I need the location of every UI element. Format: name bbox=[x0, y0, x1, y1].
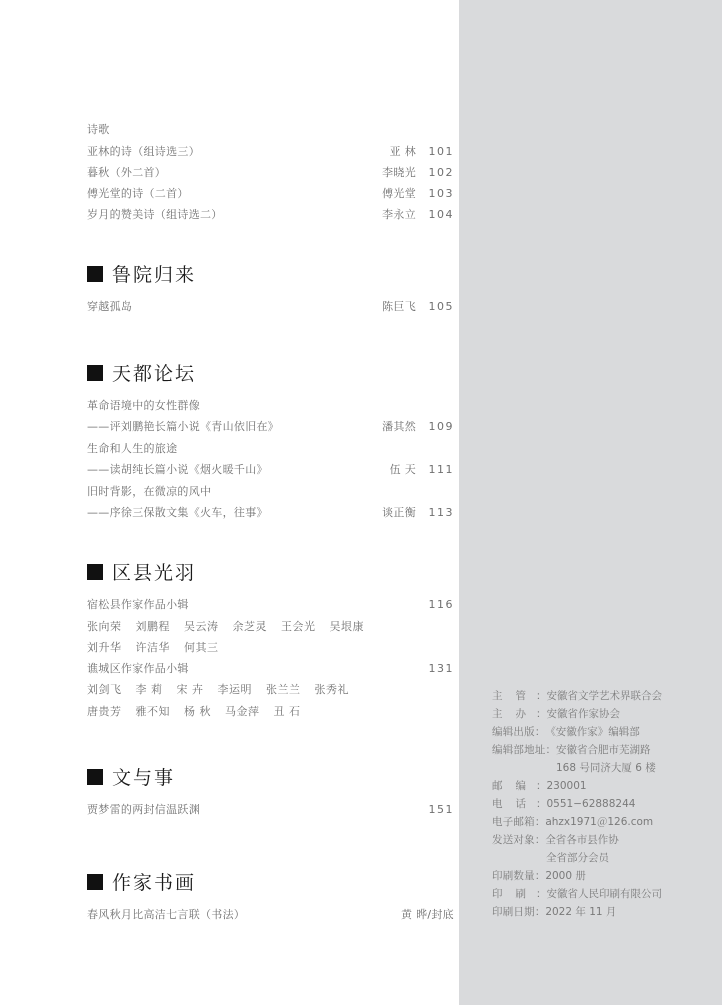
entry-author: 潘其然 bbox=[382, 420, 416, 433]
author-name: 张秀礼 bbox=[314, 683, 349, 696]
author-name: 何其三 bbox=[184, 641, 219, 654]
section-heading-poetry bbox=[87, 122, 454, 138]
entry-page: 105 bbox=[428, 300, 454, 313]
author-name: 王会光 bbox=[281, 620, 316, 633]
toc-entry[interactable] bbox=[87, 802, 454, 818]
author-name: 雅不知 bbox=[135, 705, 170, 718]
author-name: 张向荣 bbox=[87, 620, 122, 633]
entry-page: 101 bbox=[428, 145, 454, 158]
author-name: 马金萍 bbox=[225, 705, 260, 718]
colophon-value: 全省各市县作协 bbox=[545, 834, 619, 846]
toc-entry[interactable] bbox=[87, 144, 454, 160]
colophon-key: 邮编 bbox=[492, 780, 539, 792]
entry-title: 生命和人生的旅途 bbox=[87, 442, 178, 455]
author-name: 李 莉 bbox=[135, 683, 163, 696]
colophon-value: ahzx1971＠126.com bbox=[545, 816, 654, 828]
toc-entry[interactable] bbox=[87, 186, 454, 202]
entry-title: 旧时背影，在微凉的风中 bbox=[87, 485, 212, 498]
author-name: 张兰兰 bbox=[266, 683, 301, 696]
toc-entry-title[interactable] bbox=[87, 441, 454, 457]
colophon-value: 安徽省作家协会 bbox=[546, 708, 620, 720]
square-bullet-icon bbox=[87, 365, 103, 381]
colophon-row: 编辑部地址：安徽省合肥市芜湖路 bbox=[492, 744, 651, 756]
toc-entry[interactable] bbox=[87, 419, 454, 435]
entry-page: 104 bbox=[428, 208, 454, 221]
colophon-row bbox=[556, 760, 722, 776]
colophon-row: 电子邮箱：ahzx1971＠126.com bbox=[492, 816, 654, 828]
entry-title: 岁月的赞美诗（组诗选二） bbox=[87, 208, 223, 221]
colophon-key: 印刷数量 bbox=[492, 870, 535, 882]
colophon-value: 2000 册 bbox=[545, 870, 586, 882]
author-name: 李运明 bbox=[217, 683, 252, 696]
entry-author-page: 黄 晔/封底 bbox=[400, 908, 454, 921]
section-title-quxian bbox=[87, 561, 196, 585]
author-name: 刘升华 bbox=[87, 641, 122, 654]
entry-page: 116 bbox=[428, 598, 454, 611]
entry-title: 谯城区作家作品小辑 bbox=[87, 662, 189, 675]
section-title-text: 作家书画 bbox=[112, 872, 197, 894]
colophon-value: 2022 年 11 月 bbox=[545, 906, 617, 918]
section-title-text: 天都论坛 bbox=[112, 363, 197, 385]
colophon-row: 主办：安徽省作家协会 bbox=[492, 708, 620, 720]
entry-author: 伍 天 bbox=[389, 463, 416, 476]
entry-page: 111 bbox=[428, 463, 454, 476]
toc-entry[interactable] bbox=[87, 207, 454, 223]
section-title-shuhua bbox=[87, 871, 196, 895]
square-bullet-icon bbox=[87, 874, 103, 890]
author-list bbox=[87, 704, 315, 720]
entry-author: 傅光堂 bbox=[382, 187, 416, 200]
colophon-key: 发送对象 bbox=[492, 834, 535, 846]
toc-entry[interactable] bbox=[87, 299, 454, 315]
author-name: 宋 卉 bbox=[176, 683, 204, 696]
author-name: 丑 石 bbox=[273, 705, 301, 718]
toc-entry-title[interactable] bbox=[87, 398, 454, 414]
entry-title: 傅光堂的诗（二首） bbox=[87, 187, 189, 200]
entry-author: 陈巨飞 bbox=[382, 300, 416, 313]
entry-author: 李永立 bbox=[382, 208, 416, 221]
colophon-row: 邮编：230001 bbox=[492, 780, 587, 792]
colophon-value: 全省部分会员 bbox=[546, 852, 609, 864]
colophon-row: 印刷数量：2000 册 bbox=[492, 870, 586, 882]
entry-title: 亚林的诗（组诗选三） bbox=[87, 145, 200, 158]
section-title-text: 区县光羽 bbox=[112, 562, 197, 584]
author-name: 刘鹏程 bbox=[135, 620, 170, 633]
author-list bbox=[87, 682, 363, 698]
entry-title: 革命语境中的女性群像 bbox=[87, 399, 200, 412]
entry-author: 亚 林 bbox=[389, 145, 416, 158]
entry-title: 贾梦雷的两封信温跃渊 bbox=[87, 803, 200, 816]
square-bullet-icon bbox=[87, 266, 103, 282]
colophon-value: 168 号同济大厦 6 楼 bbox=[556, 762, 656, 774]
colophon-row: 印刷：安徽省人民印刷有限公司 bbox=[492, 888, 662, 900]
toc-entry[interactable] bbox=[87, 661, 454, 677]
colophon-value: 230001 bbox=[546, 780, 587, 792]
toc-entry[interactable] bbox=[87, 597, 454, 613]
toc-entry[interactable] bbox=[87, 505, 454, 521]
section-title-wenyushi bbox=[87, 766, 175, 790]
author-name: 唐贵芳 bbox=[87, 705, 122, 718]
colophon-row: 编辑出版：《安徽作家》编辑部 bbox=[492, 726, 640, 738]
square-bullet-icon bbox=[87, 769, 103, 785]
colophon-key: 编辑部地址 bbox=[492, 744, 546, 756]
author-name: 杨 秋 bbox=[184, 705, 211, 718]
entry-subtitle: ——序徐三保散文集《火车，往事》 bbox=[87, 506, 268, 519]
colophon-value: 安徽省合肥市芜湖路 bbox=[556, 744, 651, 756]
toc-entry[interactable] bbox=[87, 462, 454, 478]
entry-title: 宿松县作家作品小辑 bbox=[87, 598, 189, 611]
entry-page: 109 bbox=[428, 420, 454, 433]
entry-title: 暮秋（外二首） bbox=[87, 166, 167, 179]
colophon-row: 印刷日期：2022 年 11 月 bbox=[492, 906, 617, 918]
colophon-value: 安徽省人民印刷有限公司 bbox=[546, 888, 662, 900]
entry-title: 穿越孤岛 bbox=[87, 300, 133, 313]
toc-entry[interactable] bbox=[87, 165, 454, 181]
author-name: 刘剑飞 bbox=[87, 683, 122, 696]
section-title-text: 文与事 bbox=[112, 767, 176, 789]
colophon-row: 主管：安徽省文学艺术界联合会 bbox=[492, 690, 662, 702]
colophon-key: 印刷 bbox=[492, 888, 539, 900]
entry-author: 谈正衡 bbox=[382, 506, 416, 519]
entry-author: 李晓光 bbox=[382, 166, 416, 179]
author-name: 吴云涛 bbox=[184, 620, 219, 633]
colophon-key: 电子邮箱 bbox=[492, 816, 535, 828]
author-name: 余芝灵 bbox=[232, 620, 267, 633]
section-title-tiandu bbox=[87, 362, 196, 386]
colophon-row: 电话：0551−62888244 bbox=[492, 798, 636, 810]
entry-page: 131 bbox=[428, 662, 454, 675]
colophon-key: 电话 bbox=[492, 798, 539, 810]
colophon-value: 安徽省文学艺术界联合会 bbox=[546, 690, 662, 702]
entry-page: 151 bbox=[428, 803, 454, 816]
colophon-value: 0551−62888244 bbox=[546, 798, 636, 810]
colophon-row: 发送对象：全省各市县作协 bbox=[492, 834, 619, 846]
colophon-key: 主管 bbox=[492, 690, 539, 702]
entry-page: 103 bbox=[428, 187, 454, 200]
colophon-value: 《安徽作家》编辑部 bbox=[545, 726, 640, 738]
colophon-key: 主办 bbox=[492, 708, 539, 720]
square-bullet-icon bbox=[87, 564, 103, 580]
colophon-row bbox=[546, 850, 722, 866]
entry-subtitle: ——读胡纯长篇小说《烟火暖千山》 bbox=[87, 463, 268, 476]
author-list bbox=[87, 619, 378, 635]
section-title-luyuan bbox=[87, 263, 196, 287]
section-title-text: 鲁院归来 bbox=[112, 264, 197, 286]
colophon-key: 印刷日期 bbox=[492, 906, 535, 918]
entry-title: 春风秋月比高洁七言联（书法） bbox=[87, 908, 246, 921]
toc-entry-title[interactable] bbox=[87, 484, 454, 500]
poetry-heading: 诗歌 bbox=[87, 123, 110, 136]
author-name: 许洁华 bbox=[135, 641, 170, 654]
author-list bbox=[87, 640, 233, 656]
entry-subtitle: ——评刘鹏艳长篇小说《青山依旧在》 bbox=[87, 420, 280, 433]
entry-page: 102 bbox=[428, 166, 454, 179]
entry-page: 113 bbox=[428, 506, 454, 519]
toc-entry[interactable] bbox=[87, 907, 454, 923]
colophon-key: 编辑出版 bbox=[492, 726, 535, 738]
author-name: 吴垠康 bbox=[329, 620, 364, 633]
